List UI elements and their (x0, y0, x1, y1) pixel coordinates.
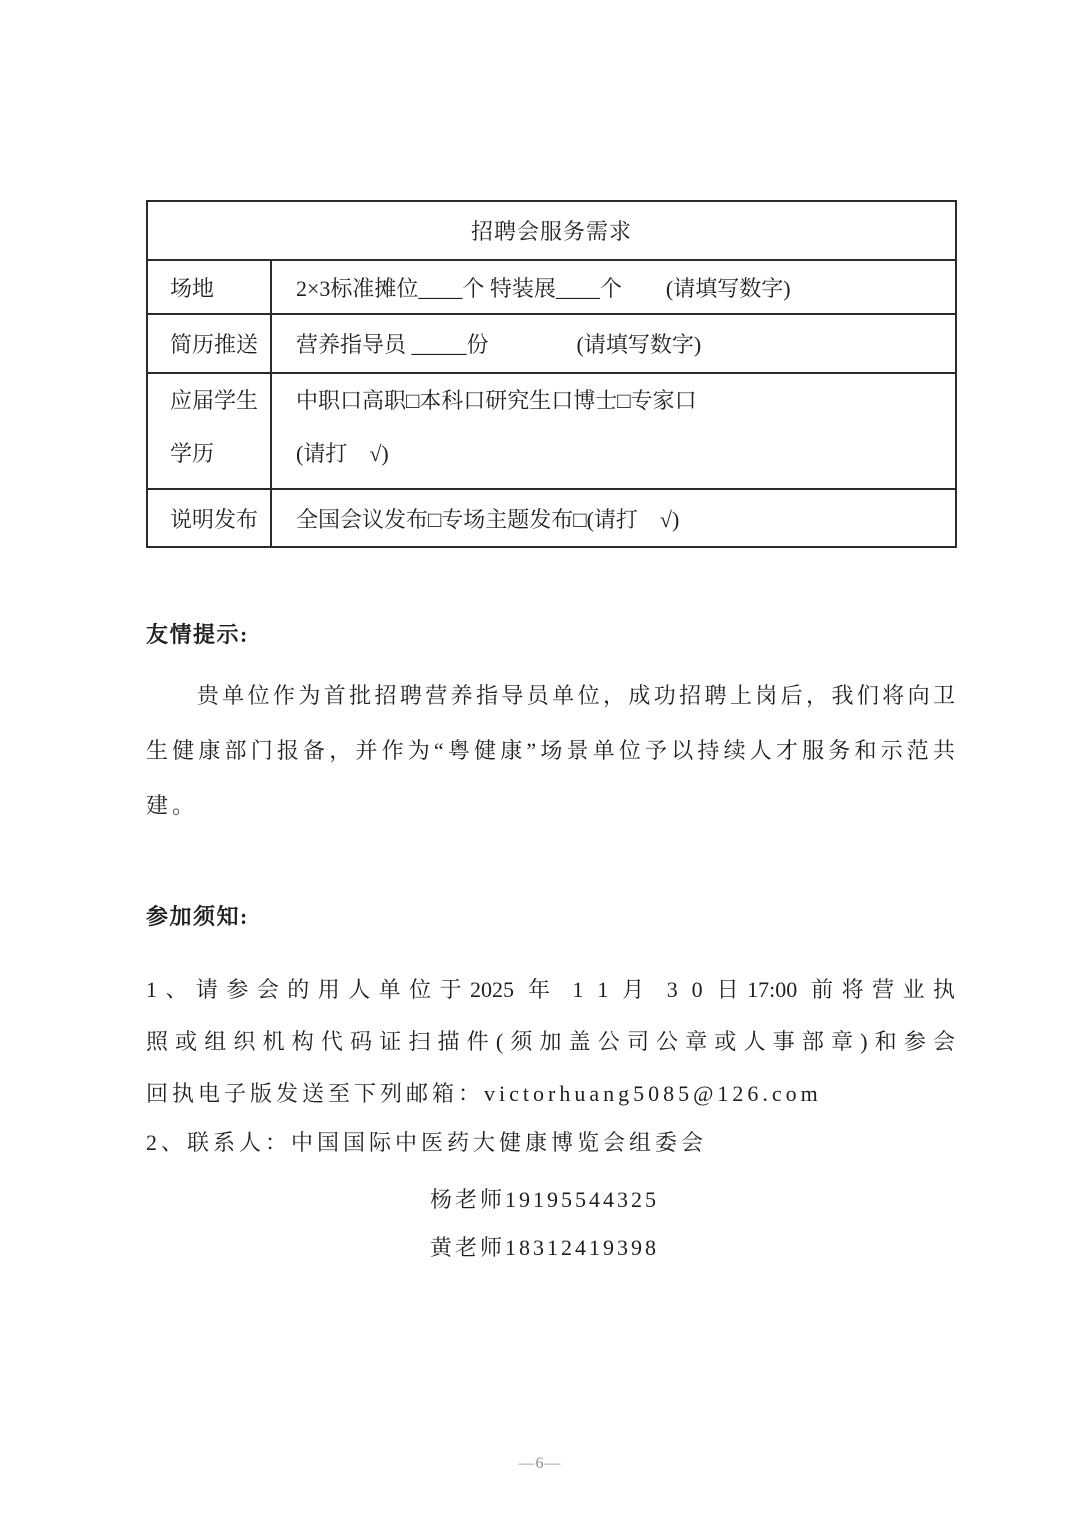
table-row (147, 489, 956, 547)
notice-line: 生健康部门报备，并作为“粤健康”场景单位予以持续人才服务和示范共 (146, 738, 955, 763)
table-row (147, 260, 956, 314)
item2-line: 2、联系人：中国国际中医药大健康博览会组委会 (146, 1130, 708, 1155)
contact-list (430, 1176, 659, 1272)
notice-line: 建。 (146, 793, 199, 818)
page-number: —6— (518, 1455, 562, 1472)
row-label-resume-push: 简历推送 (147, 314, 271, 373)
notice-line: 贵单位作为首批招聘营养指导员单位，成功招聘上岗后，我们将向卫 (146, 683, 955, 708)
row-label-student-degree (147, 373, 271, 489)
service-requirements-table (146, 200, 957, 548)
label-line: 学历 (170, 441, 215, 466)
item1-line-email: 回执电子版发送至下列邮箱：victorhuang5085@126.com (146, 1081, 822, 1106)
item1-line: 照或组织机构代码证扫描件(须加盖公司公章或人事部章)和参会 (146, 1029, 955, 1054)
item1-line: 1、请参会的用人单位于2025 年 1 1 月 3 0 日17:00 前将营业执 (146, 977, 955, 1002)
notice-heading: 友情提示: (146, 622, 249, 647)
row-content-resume-push: 营养指导员 _____份 (请填写数字) (271, 314, 956, 373)
degree-checkbox-line: 中职口高职□本科口研究生口博士□专家口 (296, 388, 697, 413)
row-label-venue: 场地 (147, 260, 271, 314)
instructions-heading: 参加须知: (146, 904, 249, 929)
instructions-item-1 (146, 964, 955, 1120)
contact-phone: 杨老师19195544325 (430, 1187, 660, 1212)
table-row (147, 373, 956, 489)
instructions-item-2 (146, 1117, 955, 1169)
row-content-student-degree (271, 373, 956, 489)
row-content-announcement: 全国会议发布□专场主题发布□(请打 √) (271, 489, 956, 547)
contact-phone: 黄老师18312419398 (430, 1235, 660, 1260)
notice-paragraph (146, 668, 955, 833)
row-content-venue: 2×3标准摊位____个 特装展____个 (请填写数字) (271, 260, 956, 314)
table-row (147, 314, 956, 373)
table-title: 招聘会服务需求 (147, 201, 956, 260)
row-label-announcement: 说明发布 (147, 489, 271, 547)
table-title-row (147, 201, 956, 260)
label-line: 应届学生 (170, 388, 259, 413)
tick-hint-line: (请打 √) (296, 441, 389, 466)
